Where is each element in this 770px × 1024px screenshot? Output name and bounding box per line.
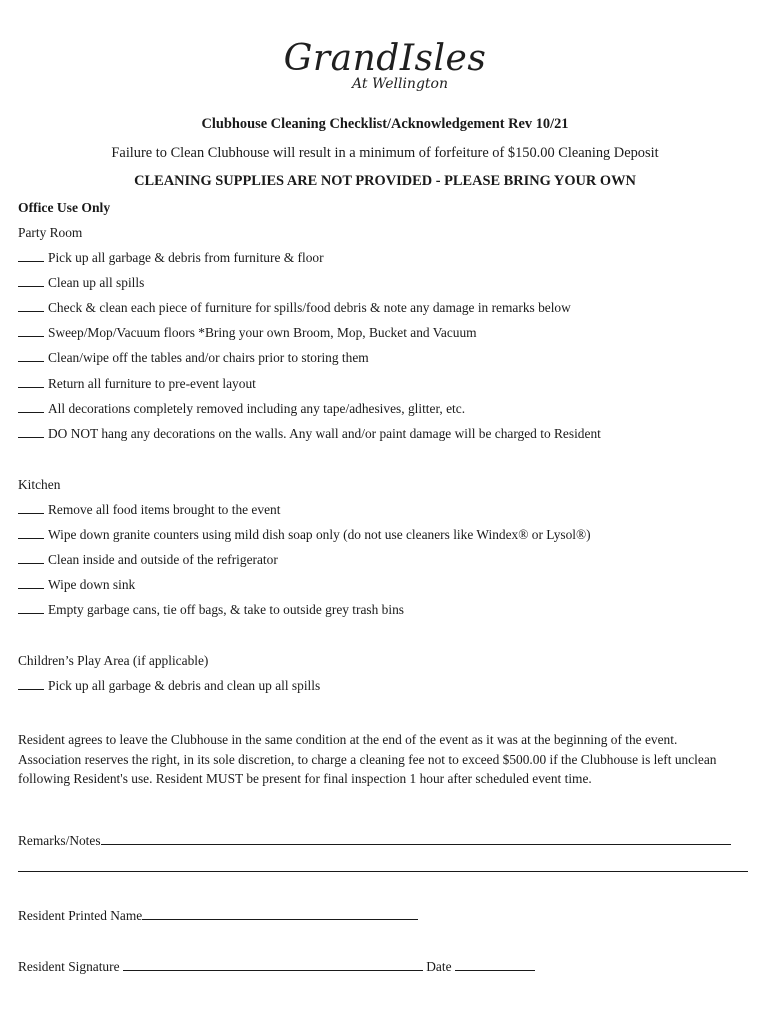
printed-name-field bbox=[18, 906, 418, 924]
checkbox-blank[interactable] bbox=[18, 400, 44, 413]
checklist-item: Wipe down granite counters using mild dish soap only (do not use cleaners like Windex® or Lysol®) bbox=[18, 526, 758, 551]
deposit-warning: Failure to Clean Clubhouse will result in a minimum of forfeiture of $150.00 Cleaning Deposit bbox=[111, 145, 659, 161]
checkbox-blank[interactable] bbox=[18, 324, 44, 337]
supplies-notice: CLEANING SUPPLIES ARE NOT PROVIDED - PLEASE BRING YOUR OWN bbox=[134, 173, 636, 189]
grand-isles-logo bbox=[0, 40, 770, 92]
checkbox-blank[interactable] bbox=[18, 551, 44, 564]
checklist-item: Wipe down sink bbox=[18, 576, 758, 601]
printed-name-line[interactable] bbox=[142, 906, 418, 920]
checkbox-blank[interactable] bbox=[18, 249, 44, 262]
section-heading: Party Room bbox=[18, 225, 83, 240]
checkbox-blank[interactable] bbox=[18, 349, 44, 362]
checkbox-blank[interactable] bbox=[18, 375, 44, 388]
section-kitchen bbox=[18, 476, 758, 627]
remarks-field bbox=[18, 831, 748, 849]
document-title: Clubhouse Cleaning Checklist/Acknowledgement Rev 10/21 bbox=[201, 116, 569, 132]
checklist-item: All decorations completely removed including any tape/adhesives, glitter, etc. bbox=[18, 400, 758, 425]
section-heading: Kitchen bbox=[18, 477, 61, 492]
office-use-heading: Office Use Only bbox=[18, 200, 111, 215]
remarks-continuation bbox=[18, 858, 748, 876]
resident-agreement: Resident agrees to leave the Clubhouse in the same condition at the end of the event as it was at the beginning of the event. Association reserves the right, in its sole discretion, to charge a cleaning fee not to exceed $500.00 if the Clubhouse is left unclean following Resident's use. Resident MUST be present for final inspection 1 hour after scheduled event time. bbox=[18, 732, 717, 787]
checkbox-blank[interactable] bbox=[18, 677, 44, 690]
checklist-item: Clean up all spills bbox=[18, 274, 758, 299]
checklist-item: Check & clean each piece of furniture for spills/food debris & note any damage in remarks below bbox=[18, 299, 758, 324]
signature-line[interactable] bbox=[123, 957, 423, 971]
checklist-item: Sweep/Mop/Vacuum floors *Bring your own Broom, Mop, Bucket and Vacuum bbox=[18, 324, 758, 349]
logo-wordmark: GrandIsles bbox=[283, 38, 487, 79]
checklist-item: DO NOT hang any decorations on the walls. Any wall and/or paint damage will be charged to Resident bbox=[18, 425, 758, 450]
checkbox-blank[interactable] bbox=[18, 299, 44, 312]
date-line[interactable] bbox=[455, 957, 535, 971]
date-label: Date bbox=[426, 959, 452, 974]
signature-field bbox=[18, 957, 535, 975]
section-heading: Children’s Play Area (if applicable) bbox=[18, 653, 209, 668]
checklist-item: Clean inside and outside of the refrigerator bbox=[18, 551, 758, 576]
checklist-item: Remove all food items brought to the event bbox=[18, 501, 758, 526]
checkbox-blank[interactable] bbox=[18, 526, 44, 539]
remarks-label: Remarks/Notes bbox=[18, 833, 101, 848]
printed-name-label: Resident Printed Name bbox=[18, 908, 143, 923]
checklist-item: Pick up all garbage & debris and clean up all spills bbox=[18, 677, 758, 702]
checklist-item: Return all furniture to pre-event layout bbox=[18, 375, 758, 400]
checkbox-blank[interactable] bbox=[18, 425, 44, 438]
logo-subtitle: At Wellington bbox=[352, 76, 448, 92]
signature-label: Resident Signature bbox=[18, 959, 120, 974]
checklist-item: Empty garbage cans, tie off bags, & take to outside grey trash bins bbox=[18, 601, 758, 626]
checkbox-blank[interactable] bbox=[18, 274, 44, 287]
section-party-room bbox=[18, 224, 758, 450]
checkbox-blank[interactable] bbox=[18, 501, 44, 514]
checklist-item: Pick up all garbage & debris from furniture & floor bbox=[18, 249, 758, 274]
section-childrens-play-area bbox=[18, 652, 758, 702]
remarks-line-2[interactable] bbox=[18, 858, 748, 872]
checklist-item: Clean/wipe off the tables and/or chairs prior to storing them bbox=[18, 349, 758, 374]
checkbox-blank[interactable] bbox=[18, 576, 44, 589]
remarks-line[interactable] bbox=[101, 831, 731, 845]
checkbox-blank[interactable] bbox=[18, 601, 44, 614]
